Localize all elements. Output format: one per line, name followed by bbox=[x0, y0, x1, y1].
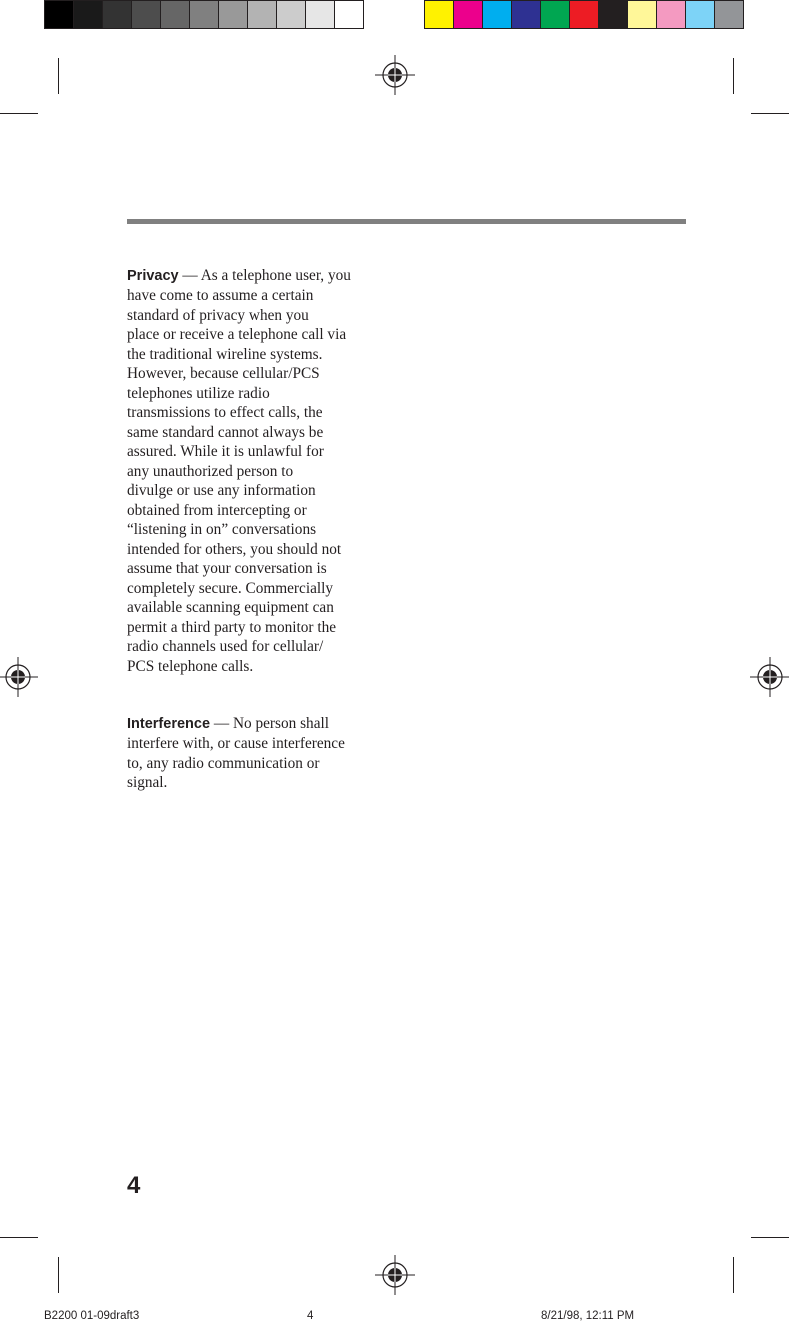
gray-swatch bbox=[219, 1, 248, 28]
color-swatch bbox=[425, 1, 454, 28]
page-number: 4 bbox=[127, 1172, 141, 1199]
gray-swatch bbox=[161, 1, 190, 28]
registration-mark-icon bbox=[375, 1255, 415, 1295]
crop-mark bbox=[0, 1237, 38, 1238]
crop-mark bbox=[58, 1257, 59, 1293]
privacy-heading: Privacy bbox=[127, 267, 179, 284]
process-color-bar bbox=[424, 0, 744, 29]
slug-page: 4 bbox=[307, 1310, 314, 1322]
registration-mark-icon bbox=[750, 657, 789, 697]
color-swatch bbox=[599, 1, 628, 28]
crop-mark bbox=[733, 1257, 734, 1293]
registration-mark-icon bbox=[0, 657, 38, 697]
color-swatch bbox=[686, 1, 715, 28]
gray-swatch bbox=[45, 1, 74, 28]
grayscale-color-bar bbox=[44, 0, 364, 29]
interference-heading: Interference bbox=[127, 715, 211, 732]
section-rule bbox=[127, 219, 686, 224]
gray-swatch bbox=[306, 1, 335, 28]
gray-swatch bbox=[335, 1, 363, 28]
body-text bbox=[127, 246, 395, 830]
crop-mark bbox=[58, 58, 59, 94]
crop-mark bbox=[733, 58, 734, 94]
privacy-text: — As a telephone user, you have come to assume a certain standard of privacy when you place or receive a telephone call via the traditional wireline systems. However, because cellular/PCS telephones utilize radio transmissions to effect calls, the same standard cannot always be assured. While it is unlawful for any unauthorized person to divulge or use any information obtained from intercepting or “listening in on” conversations intended for others, you should not assume that your conversation is completely secure. Commercially available scanning equipment can permit a third party to monitor the radio channels used for cellular/ PCS telephone calls. bbox=[127, 266, 351, 675]
privacy-paragraph bbox=[127, 266, 395, 677]
crop-mark bbox=[0, 113, 38, 114]
gray-swatch bbox=[74, 1, 103, 28]
color-swatch bbox=[628, 1, 657, 28]
color-swatch bbox=[483, 1, 512, 28]
color-swatch bbox=[570, 1, 599, 28]
gray-swatch bbox=[277, 1, 306, 28]
slug-file: B2200 01-09draft3 bbox=[44, 1310, 140, 1322]
color-swatch bbox=[541, 1, 570, 28]
slug-timestamp: 8/21/98, 12:11 PM bbox=[541, 1310, 635, 1322]
color-swatch bbox=[715, 1, 743, 28]
crop-mark bbox=[751, 113, 789, 114]
registration-mark-icon bbox=[375, 55, 415, 95]
crop-mark bbox=[751, 1237, 789, 1238]
color-swatch bbox=[512, 1, 541, 28]
gray-swatch bbox=[103, 1, 132, 28]
interference-text: — No person shall interfere with, or cause interference to, any radio communication or signal. bbox=[127, 714, 345, 791]
gray-swatch bbox=[190, 1, 219, 28]
color-swatch bbox=[657, 1, 686, 28]
interference-paragraph bbox=[127, 714, 395, 793]
color-swatch bbox=[454, 1, 483, 28]
gray-swatch bbox=[132, 1, 161, 28]
gray-swatch bbox=[248, 1, 277, 28]
